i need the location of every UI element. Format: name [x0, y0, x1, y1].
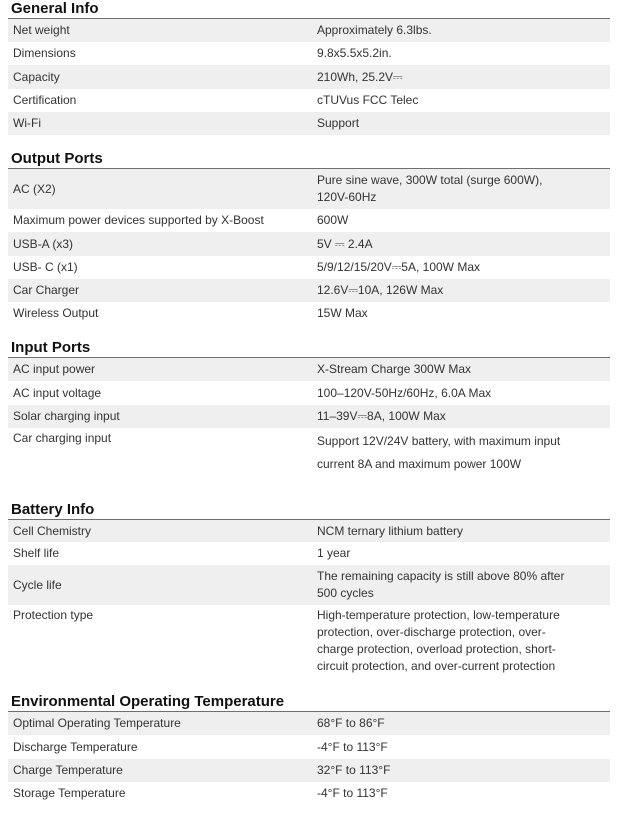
- spec-label: Maximum power devices supported by X-Boost: [13, 213, 264, 227]
- section-environmental-temperature: [8, 693, 610, 805]
- spec-value: 1 year: [317, 546, 351, 560]
- section-input-ports: [8, 339, 610, 478]
- spec-label: Charge Temperature: [13, 763, 123, 777]
- spec-label: Net weight: [13, 23, 70, 37]
- spec-value: 100–120V-50Hz/60Hz, 6.0A Max: [317, 385, 492, 400]
- spec-value: -4°F to 113°F: [317, 739, 388, 754]
- spec-label: USB- C (x1): [13, 260, 78, 274]
- spec-value-line: The remaining capacity is still above 80% after: [317, 569, 565, 583]
- spec-label: Storage Temperature: [13, 786, 126, 800]
- spec-row: [8, 89, 610, 112]
- spec-value: 210Wh, 25.2V⎓: [317, 69, 403, 84]
- spec-value: 600W: [317, 213, 349, 227]
- spec-row: [8, 358, 610, 381]
- spec-row: [8, 782, 610, 805]
- spec-value: Approximately 6.3lbs.: [317, 23, 432, 37]
- spec-row: [8, 302, 610, 325]
- spec-value: 32°F to 113°F: [317, 763, 391, 777]
- spec-value-line: High-temperature protection, low-temperature: [317, 608, 560, 622]
- spec-value: X-Stream Charge 300W Max: [317, 362, 472, 376]
- spec-value: 11–39V⎓8A, 100W Max: [317, 409, 446, 423]
- spec-row: [8, 405, 610, 428]
- section-battery-info: [8, 501, 610, 681]
- spec-row: [8, 112, 610, 135]
- spec-label: Certification: [13, 93, 77, 107]
- spec-row: [8, 542, 610, 565]
- spec-row: [8, 279, 610, 302]
- spec-value: [312, 172, 610, 206]
- spec-value: 68°F to 86°F: [317, 716, 385, 730]
- spec-value: Support: [317, 116, 360, 130]
- spec-label: Wireless Output: [13, 306, 99, 320]
- spec-value: -4°F to 113°F: [317, 786, 388, 800]
- spec-row: [8, 520, 610, 542]
- spec-value: 5/9/12/15/20V⎓5A, 100W Max: [317, 260, 481, 274]
- spec-row: [8, 565, 610, 605]
- spec-value-line: circuit protection, and over-current protection: [317, 659, 556, 673]
- section-general-info: [8, 0, 610, 135]
- spec-value-line: Support 12V/24V battery, with maximum input: [317, 434, 561, 448]
- spec-row: [8, 42, 610, 65]
- spec-row: [8, 65, 610, 89]
- spec-row: [8, 19, 610, 42]
- spec-value-line: current 8A and maximum power 100W: [317, 457, 522, 471]
- spec-label: Wi-Fi: [13, 116, 41, 130]
- spec-row: [8, 759, 610, 782]
- spec-value-line: protection, over-discharge protection, over-: [317, 625, 546, 639]
- spec-value: 15W Max: [317, 306, 368, 320]
- spec-row: [8, 428, 610, 478]
- spec-label: Car Charger: [13, 283, 80, 297]
- section-title: Output Ports: [11, 150, 103, 167]
- section-output-ports: [8, 150, 610, 325]
- spec-value-line: 120V-60Hz: [317, 190, 377, 204]
- spec-row: [8, 169, 610, 209]
- section-title: General Info: [11, 0, 99, 17]
- spec-row: [8, 735, 610, 759]
- spec-value: NCM ternary lithium battery: [317, 523, 464, 538]
- spec-value: 12.6V⎓10A, 126W Max: [317, 283, 444, 297]
- spec-value-line: Pure sine wave, 300W total (surge 600W),: [317, 173, 543, 187]
- spec-row: [8, 605, 610, 681]
- spec-label: AC (X2): [13, 181, 56, 196]
- section-title: Input Ports: [11, 339, 91, 356]
- spec-row: [8, 381, 610, 405]
- spec-label: AC input voltage: [13, 385, 102, 400]
- section-title: Battery Info: [11, 501, 95, 518]
- spec-label: Discharge Temperature: [13, 739, 138, 754]
- spec-label: Protection type: [13, 608, 94, 622]
- spec-value: 5V ⎓ 2.4A: [317, 236, 373, 251]
- spec-value: 9.8x5.5x5.2in.: [317, 46, 392, 60]
- spec-label: Capacity: [13, 69, 60, 84]
- spec-label: Optimal Operating Temperature: [13, 716, 181, 730]
- spec-row: [8, 232, 610, 256]
- spec-label: USB-A (x3): [13, 236, 74, 251]
- spec-value-line: 500 cycles: [317, 586, 374, 600]
- spec-label: Cell Chemistry: [13, 523, 92, 538]
- spec-label: Cycle life: [13, 577, 62, 592]
- spec-value: cTUVus FCC Telec: [317, 93, 419, 107]
- spec-value: [312, 428, 610, 476]
- spec-value: [312, 605, 610, 675]
- spec-label: Dimensions: [13, 46, 76, 60]
- spec-row: [8, 712, 610, 735]
- spec-row: [8, 209, 610, 232]
- spec-row: [8, 256, 610, 279]
- spec-label: Solar charging input: [13, 409, 120, 423]
- spec-label: AC input power: [13, 362, 96, 376]
- spec-value: [312, 568, 610, 602]
- section-title: Environmental Operating Temperature: [11, 693, 285, 710]
- spec-label: Shelf life: [13, 546, 60, 560]
- spec-label: Car charging input: [13, 431, 112, 445]
- spec-value-line: charge protection, overload protection, short-: [317, 642, 556, 656]
